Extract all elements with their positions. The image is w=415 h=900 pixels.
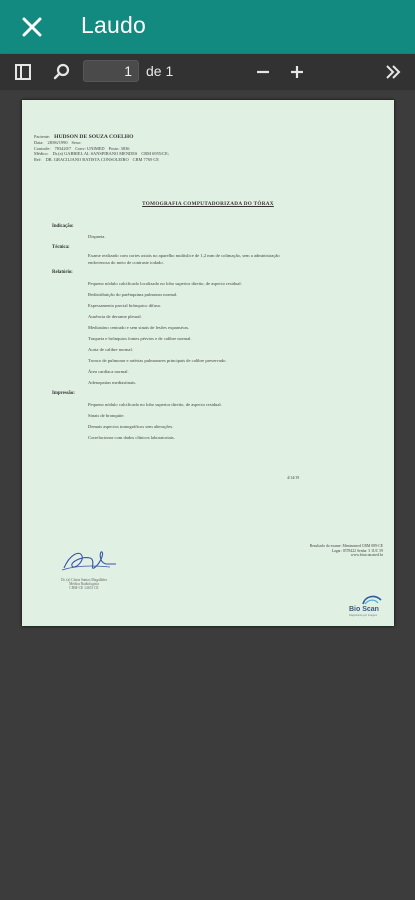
sex-label: Sexo: [71,140,82,146]
impression-line: Correlacionar com dados clínicos laboratoriais. [88,435,175,440]
birth-label: Data: [34,140,44,146]
search-icon[interactable] [52,62,72,82]
patient-header [34,134,173,162]
birth-date: 28/06/1990 [47,140,68,146]
lab-info-line: www.bioscan.med.br [350,553,383,558]
indication-label: Indicação: [52,224,74,229]
ref-name: DR. GRACILIANO BATISTA CONSOLEIRO [45,156,129,162]
ref-label: Ref: [34,156,42,162]
report-line: Tronco de pulmonar e artérias pulmonares principais de calibre preservado. [88,358,227,363]
control-label: Controle: [34,145,51,151]
report-line: Pequeno nódulo calcificado localizado no lobo superior direito, de aspecto residual. [88,281,242,286]
report-line: Mediastino centrado e sem sinais de lesões expansivas. [88,325,190,330]
doctor-crm: CRM 6955/CE; [141,151,170,157]
patient-label: Paciente: [34,134,51,139]
doctor-label: Médico: [34,151,49,157]
pdf-page [22,100,394,626]
sidebar-toggle-icon[interactable] [13,62,33,82]
lab-info-line: Lagar: 0578422 Senha: 3 1UC 59 [331,548,383,553]
more-tools-icon[interactable] [383,62,403,82]
page-count: de 1 [146,63,174,79]
impression-line: Demais aspectos tomográficos sem alterações. [88,424,174,429]
technique-label: Técnica: [52,245,70,250]
patient-name: HUDSON DE SOUZA COELHO [54,134,134,140]
technique-line: Exame realizado com cortes axiais no aparelho multislice de 1,2 mm de colimação, sem a administração [88,253,280,258]
logo-subtitle: Diagnóstico por Imagem [349,614,378,617]
impression-line: Sinais de bronquite. [88,413,125,418]
app-title: Laudo [81,12,146,38]
app-bar [0,0,415,54]
indication-text: Dispneia. [88,234,106,239]
post: Posto: 3836 [108,145,130,151]
report-line: Traqueia e brônquios fontes pérvios e de calibre normal. [88,336,192,341]
report-label: Relatório: [52,270,73,275]
close-icon[interactable] [18,13,46,41]
lab-info [275,544,383,558]
zoom-in-icon[interactable] [287,62,307,82]
report-line: Área cardíaca normal. [88,369,129,374]
report-line: Espessamento parcial brônquico difuso. [88,303,162,308]
report-line: Aorta de calibre normal. [88,347,133,352]
pdf-toolbar [0,54,415,90]
impression-line: Pequeno nódulo calcificado no lobo superior direito, de aspecto residual. [88,402,222,407]
zoom-out-icon[interactable] [253,62,273,82]
report-title: TOMOGRAFIA COMPUTADORIZADA DO TÓRAX [142,201,274,207]
signer-name: Dr. (a) Cíntia Santos Magalhães [60,578,107,582]
report-date: 4/14/19 [287,475,300,480]
report-line: Redistribuição do parênquima pulmonar normal. [88,292,178,297]
control-value: 783420/7 [54,145,72,151]
insurance: Conv: UNIMED [75,145,105,151]
doctor-name: Dr.(a) GABRIEL AL SANSPIRANO MENDES [52,151,138,157]
report-line: Ausência de derrame pleural. [88,314,142,319]
signer-crm: CRM-CE 14103 CE [69,586,99,591]
signer-role: Médica Radiologista [69,582,99,587]
lab-info-line: Resultado do exame: Meninomed CRM 089-CE [309,544,383,548]
impression-label: Impressão: [52,391,75,396]
technique-line: endovenosa do meio de contraste iodado. [88,260,164,265]
signature-block [52,578,116,591]
signature-icon [60,548,118,576]
logo-name: Bio Scan [349,606,379,613]
ref-crm: CRM 7769 CE [132,156,159,162]
page-number-input[interactable] [83,60,139,82]
report-line: Adenopatias mediastinais. [88,380,137,385]
